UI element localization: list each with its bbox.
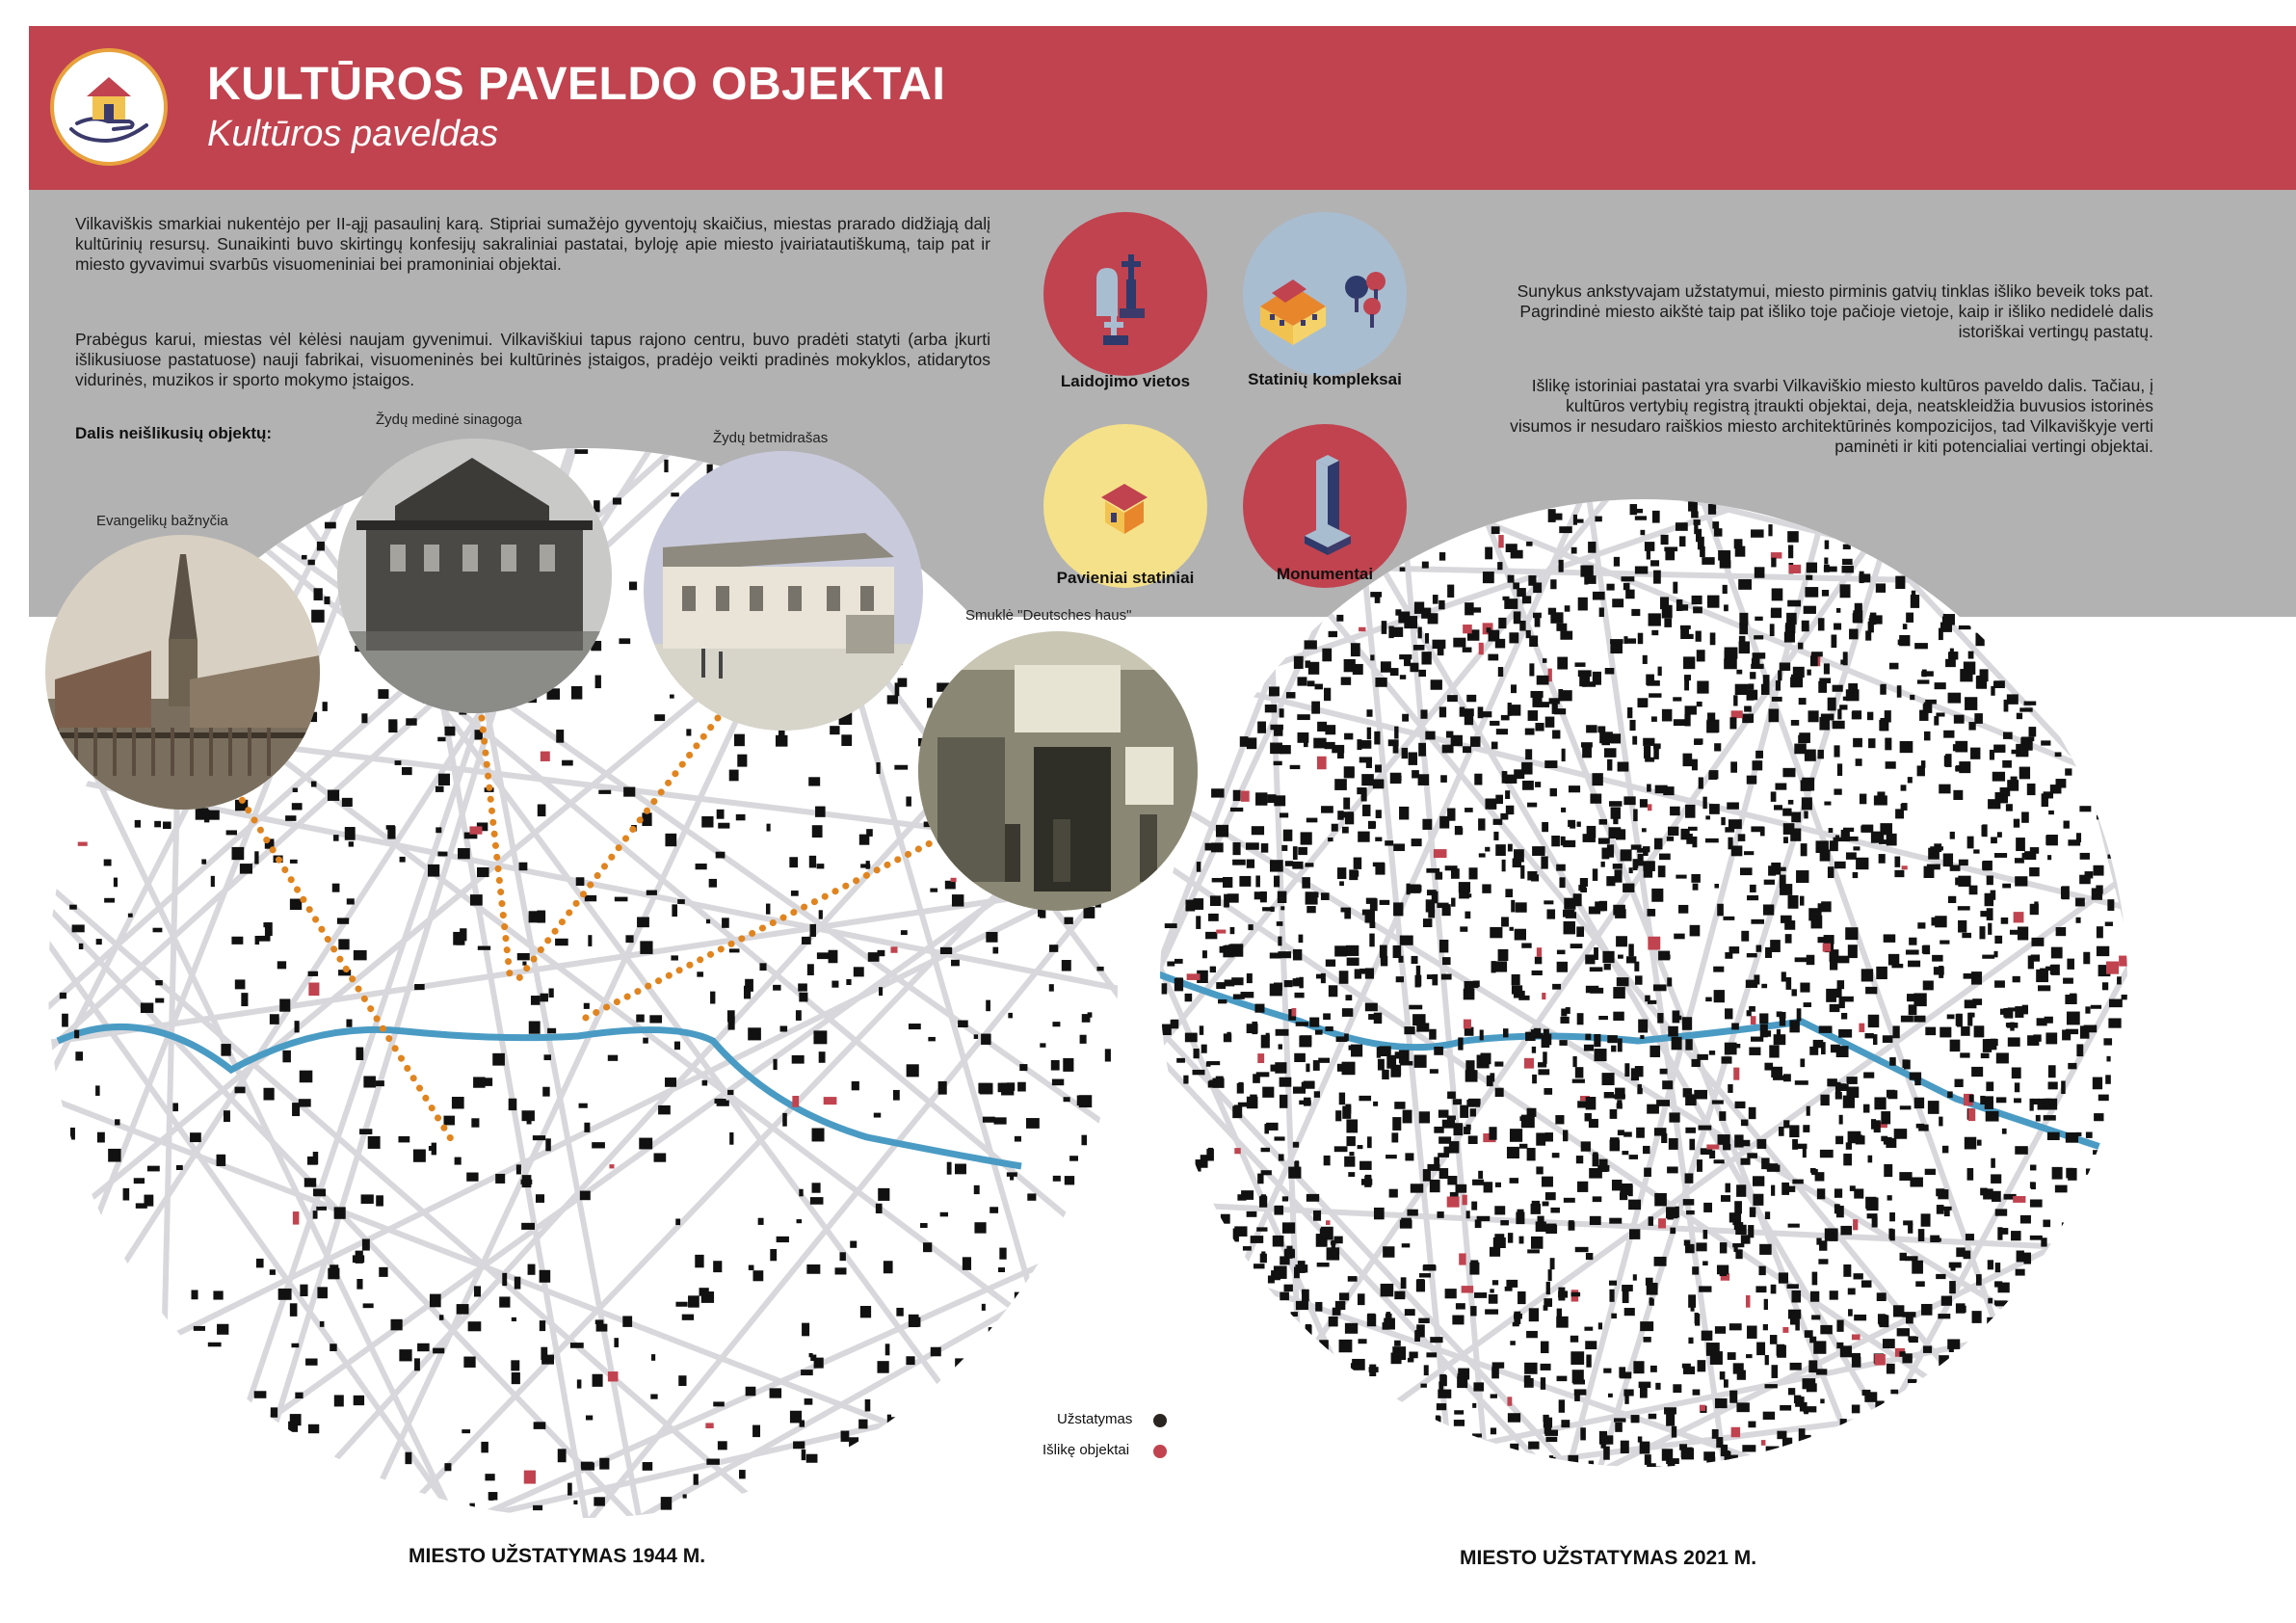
- map-2021: [912, 203, 2296, 1623]
- legend-dot-buildings: [1153, 1414, 1167, 1427]
- photo-label-tavern: Smuklė "Deutsches haus": [965, 607, 1132, 624]
- legend-label-buildings: Užstatymas: [1057, 1411, 1133, 1427]
- tavern-photo: [918, 631, 1198, 911]
- beth-midrash-photo: [644, 451, 923, 731]
- category-label-single: Pavieniai statiniai: [1056, 569, 1195, 587]
- photo-label-synagogue: Žydų medinė sinagoga: [376, 412, 522, 428]
- lost-objects-title: Dalis neišlikusių objektų:: [75, 424, 273, 442]
- category-label-monuments: Monumentai: [1276, 565, 1374, 583]
- synagogue-photo: [337, 439, 612, 713]
- legend-label-heritage: Išlikę objektai: [1042, 1442, 1130, 1458]
- page-title: KULTŪROS PAVELDO OBJEKTAI: [207, 59, 946, 110]
- right-paragraph-1: Sunykus ankstyvajam užstatymui, miesto pirminis gatvių tinklas išliko beveik toks pat. Pagrindinė miesto aikštė taip pat išliko toje pačioje vietoje, kaip ir išliko nedidelė dalis istoriškai vertingų pastatų.: [1517, 281, 2153, 341]
- legend-dot-heritage: [1153, 1445, 1167, 1458]
- photo-label-beth-midrash: Žydų betmidrašas: [713, 430, 829, 446]
- map-caption-2021: MIESTO UŽSTATYMAS 2021 M.: [1460, 1547, 1757, 1569]
- intro-paragraph-2: Prabėgus karui, miestas vėl kėlėsi naujam gyvenimui. Vilkaviškiui tapus rajono centru, buvo pradėti statyti (arba įkurti išlikusiuose pastatuose) nauji fabrikai, visuomeninės bei kultūrinės įstaigos, pradėjo veikti pradinės mokyklos, atidarytos vidurinės, muzikos ir sporto mokymo įstaigos.: [75, 330, 990, 389]
- category-label-complexes: Statinių kompleksai: [1248, 370, 1402, 388]
- right-paragraph-2: Išlikę istoriniai pastatai yra svarbi Vilkaviškio miesto kultūros paveldo dalis. Tačiau, į kultūros vertybių registrą įtraukti objektai, deja, neatskleidžia buvusios istorinės visumos ir nesudaro raiškios miesto architektūrinės kompozicijos, tad Vilkaviškyje verti paminėti ir kiti potencialiai vertingi objektai.: [1510, 376, 2153, 456]
- page-subtitle: Kultūros paveldas: [207, 114, 499, 154]
- church-photo: [45, 535, 320, 810]
- intro-paragraph-1: Vilkaviškis smarkiai nukentėjo per II-ąjį pasaulinį karą. Stipriai sumažėjo gyventojų skaičius, miestas prarado didžiąją dalį kultūrinių resursų. Sunaikinti buvo skirtingų konfesijų sakraliniai pastatai, byloję apie miesto įvairiatautiškumą, taip pat ir miesto gyvavimui svarbūs visuomeniniai bei pramoniniai objektai.: [75, 214, 990, 274]
- photo-label-church: Evangelikų bažnyčia: [96, 513, 228, 529]
- category-label-graves: Laidojimo vietos: [1060, 372, 1191, 390]
- map-caption-1944: MIESTO UŽSTATYMAS 1944 M.: [409, 1545, 706, 1567]
